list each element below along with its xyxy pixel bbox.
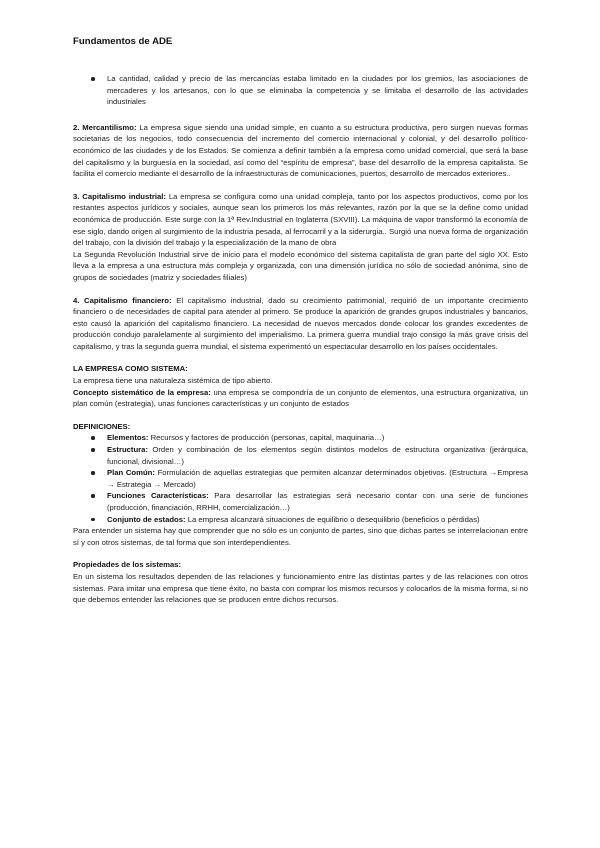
paragraph: Para entender un sistema hay que comprender que no sólo es un conjunto de partes, sino que dichas partes se interrelacionan entre sí y con otros sistemas, de tal forma que son interdependientes. bbox=[73, 526, 528, 547]
definitions-list bbox=[73, 432, 528, 525]
paragraph bbox=[73, 122, 528, 180]
section-title: 4. Capitalismo financiero: bbox=[73, 295, 172, 305]
bullet-dot-icon bbox=[91, 436, 95, 440]
definition-text: Para desarrollar las estrategias será necesario contar con una serie de funciones (producción, financiación, RRHH, comercialización…) bbox=[107, 491, 528, 512]
section-capitalismo-financiero bbox=[73, 295, 528, 353]
paragraph: La Segunda Revolución Industrial sirve de inicio para el modelo económico del sistema capitalista de gran parte del siglo XX. Esto lleva a la empresa a una estructura más compleja y organizada, con una dimensión jurídica no sólo de sociedad anónima, sino de grupos de sociedades (matriz y sociedades filiales) bbox=[73, 249, 528, 282]
bullet-dot-icon bbox=[91, 471, 95, 475]
section-heading: DEFINICIONES: bbox=[73, 421, 131, 431]
section-text: La empresa sigue siendo una unidad simple, en cuanto a su estructura productiva, pero surgen nuevas formas societarias de los negocios, todo consecuencia del incremento del comercio internacional y colonial, y del desarrollo político-económico de las ciudades y de los Estados. Se comienza a definir también a la empresa como unidad comercial, que será la base del capitalismo y la burguesía en la sociedad, así como del “espíritu de empresa”, base del desarrollo de la empresa capitalista. Se facilita el comercio mediante el desarrollo de la infraestructuras de comunicaciones, puertos, desarrollo de mercados exteriores.. bbox=[73, 122, 528, 179]
section-heading: LA EMPRESA COMO SISTEMA: bbox=[73, 364, 188, 374]
section-mercantilismo bbox=[73, 122, 528, 180]
intro-bullet-text: La cantidad, calidad y precio de las mercancías estaba limitado en la ciudades por los gremios, las asociaciones de mercaderes y los artesanos, con lo que se eliminaba la competencia y se limitaba el desarrollo de las actividades industriales bbox=[107, 74, 528, 107]
definition-term: Conjunto de estados: bbox=[107, 514, 186, 524]
list-item bbox=[91, 444, 528, 467]
section-empresa-sistema bbox=[73, 363, 528, 409]
definition-text: Recursos y factores de producción (personas, capital, maquinaria…) bbox=[148, 433, 385, 443]
section-title: 2. Mercantilismo: bbox=[73, 122, 137, 132]
paragraph: En un sistema los resultados dependen de las relaciones y funcionamiento entre las distintas partes y de las relaciones con otros sistemas. Para imitar una empresa que tiene éxito, no basta con comprar los mismos recursos y colocarlos de la misma forma, si no que debemos entender las relaciones que se producen entre dichos recursos. bbox=[73, 571, 528, 605]
list-item bbox=[91, 73, 528, 108]
concept-title: Concepto sistemático de la empresa: bbox=[73, 387, 211, 397]
list-item bbox=[91, 490, 528, 513]
section-text: La empresa se configura como una unidad compleja, tanto por los aspectos productivos, como por los restantes aspectos jurídicos y sociales, aunque sean los primeros los más relevantes, razón por la que se la define como unidad económica de producción. Este surge con la 1ª Rev.Industrial en Inglaterra (SXVIII). La máquina de vapor transformó la economía de ese siglo, dando origen al surgimiento de la industria pesada, al ferrocarril y a la siderurgia.. Surgió una nueva forma de organización del trabajo, con la división del trabajo y la especialización de la mano de obra bbox=[73, 191, 528, 248]
section-title: 3. Capitalismo industrial: bbox=[73, 191, 166, 201]
paragraph: La empresa tiene una naturaleza sistémica de tipo abierto. bbox=[73, 376, 273, 386]
bullet-dot-icon bbox=[91, 518, 95, 522]
section-capitalismo-industrial bbox=[73, 191, 528, 284]
definition-term: Funciones Características: bbox=[107, 491, 209, 501]
section-text: El capitalismo industrial, dado su crecimiento patrimonial, requirió de un importante crecimiento financiero o de necesidades de capital para atender al primero. Se produce la aparición de grandes grupos industriales y bancarios, esto causó la aparición del capitalismo financiero. La necesidad de nuevos mercados donde colocar los grandes excedentes de producción condujo paralelamente al surgimiento del imperialismo. La primera guerra mundial trajo consigo la más grave crisis del capitalismo, y tras la segunda guerra mundial, el sistema experimentó un espectacular desarrollo en los países occidentales. bbox=[73, 295, 528, 351]
section-propiedades bbox=[73, 559, 528, 605]
paragraph bbox=[73, 191, 528, 249]
definition-term: Elementos: bbox=[107, 433, 149, 443]
paragraph bbox=[73, 295, 528, 353]
document-title: Fundamentos de ADE bbox=[73, 36, 173, 47]
concept-text: una empresa se compondría de un conjunto de elementos, una estructura organizativa, un plan común (estrategia), unas funciones características y un conjunto de estados bbox=[73, 387, 529, 409]
definition-text: La empresa alcanzará situaciones de equilibrio o desequilibrio (beneficios o pérdidas) bbox=[185, 514, 480, 524]
document-page bbox=[73, 36, 528, 617]
bullet-dot-icon bbox=[91, 494, 95, 498]
list-item bbox=[91, 432, 528, 444]
section-definiciones bbox=[73, 421, 528, 549]
intro-bullet-list bbox=[73, 73, 528, 108]
list-item bbox=[91, 514, 528, 526]
section-heading: Propiedades de los sistemas: bbox=[73, 560, 182, 570]
bullet-dot-icon bbox=[91, 77, 95, 81]
paragraph bbox=[73, 387, 528, 410]
bullet-dot-icon bbox=[91, 448, 95, 452]
definition-text: Orden y combinación de los elementos según distintos modelos de estructura organizativa (jerárquica, funcional, divisional…) bbox=[107, 445, 528, 466]
definition-text: Formulación de aquellas estrategias que permiten alcanzar determinados objetivos. (Estructura →Empresa → Estrategia → Mercado) bbox=[107, 468, 528, 489]
definition-term: Plan Común: bbox=[107, 468, 155, 478]
list-item bbox=[91, 467, 528, 490]
definition-term: Estructura: bbox=[107, 445, 149, 455]
